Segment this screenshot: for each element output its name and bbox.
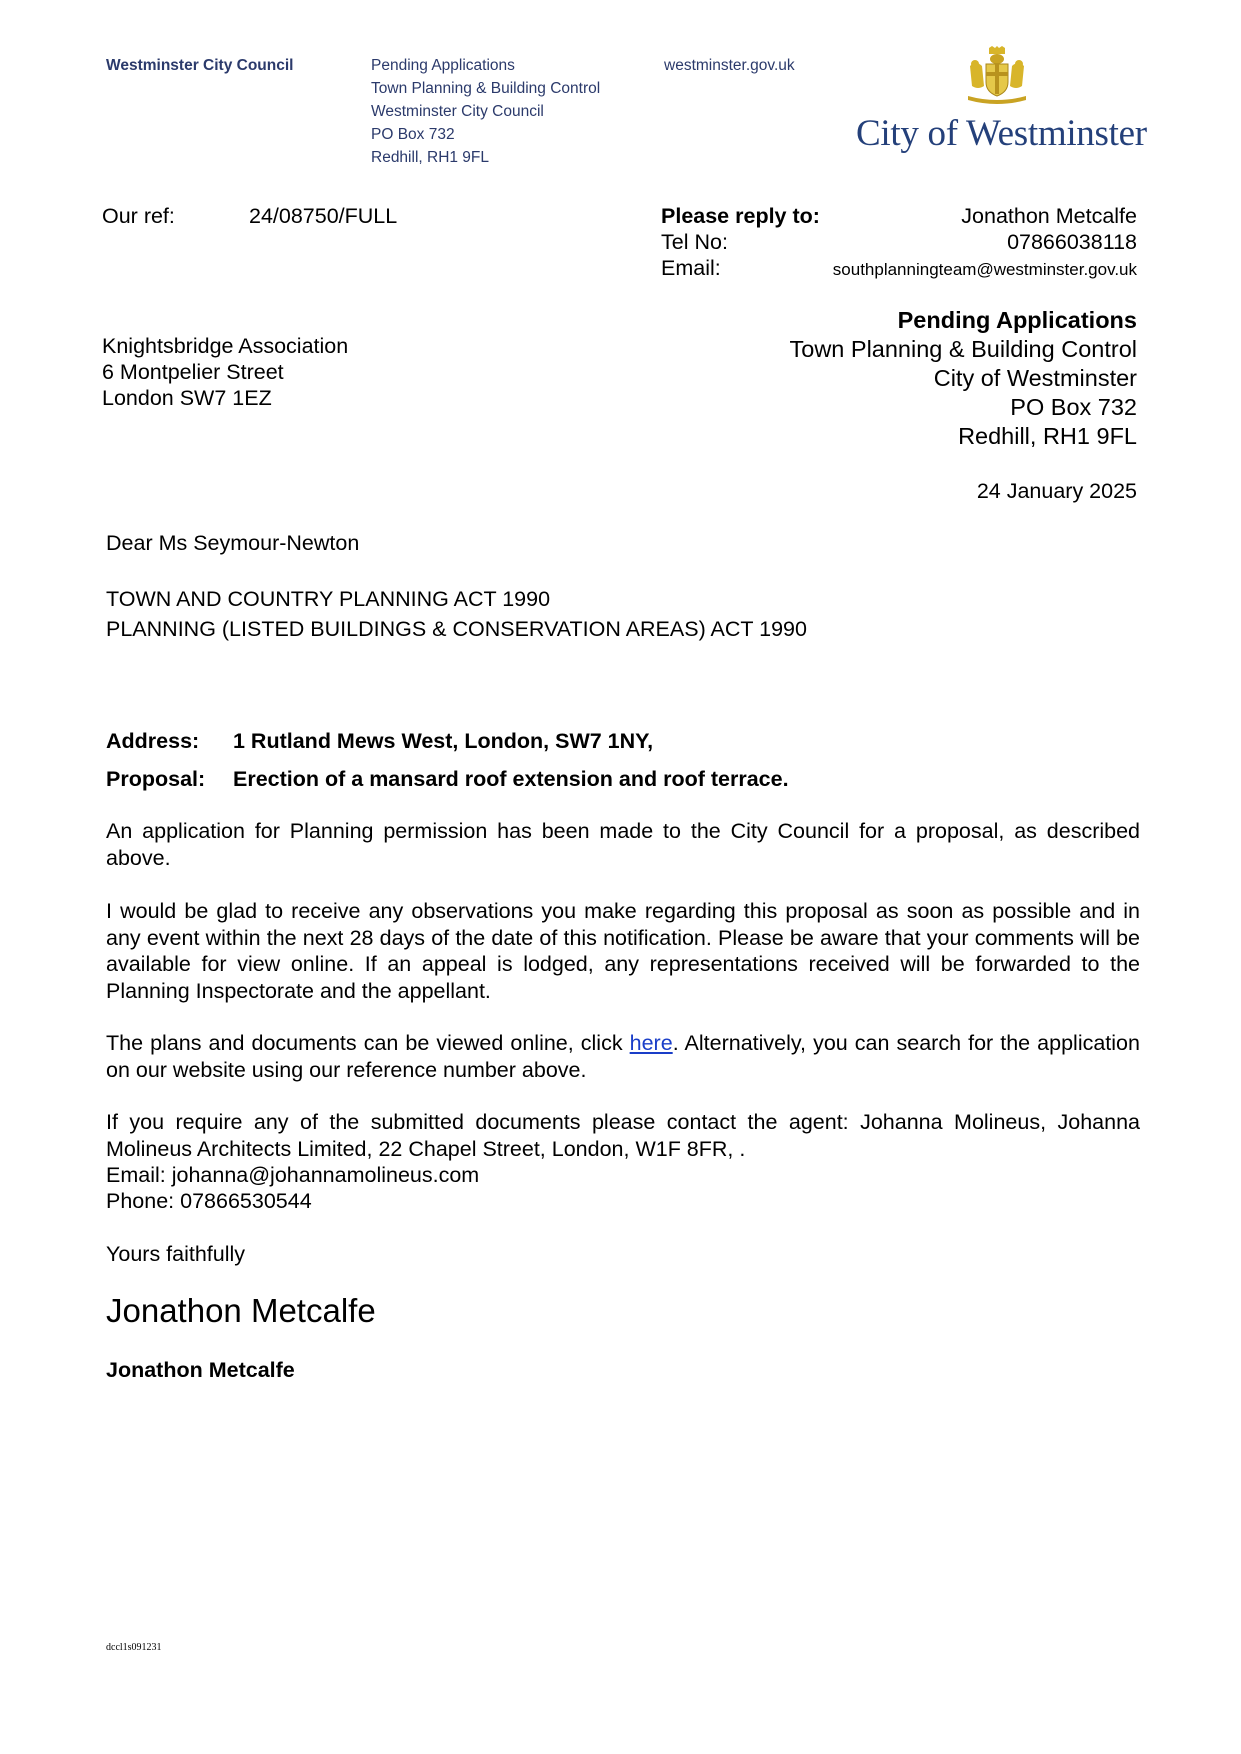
recipient-line: Knightsbridge Association [102, 334, 349, 358]
email-value: southplanningteam@westminster.gov.uk [832, 260, 1137, 279]
paragraph-agent: If you require any of the submitted documents please contact the agent: Johanna Molineus, Johanna Molineus Architects Limited, 22 Chapel Street, London, W1F 8FR, . [106, 1110, 1140, 1161]
signer-name: Jonathon Metcalfe [106, 1358, 295, 1382]
return-address-line: Westminster City Council [371, 103, 544, 120]
signature: Jonathon Metcalfe [106, 1292, 376, 1329]
closing: Yours faithfully [106, 1242, 246, 1266]
sender-line: Redhill, RH1 9FL [958, 423, 1137, 449]
sender-line: City of Westminster [933, 365, 1137, 391]
reply-name: Jonathon Metcalfe [961, 204, 1137, 228]
return-address-line: Redhill, RH1 9FL [371, 149, 490, 166]
sender-title: Pending Applications [897, 307, 1137, 333]
paragraph-observations: I would be glad to receive any observations you make regarding this proposal as soon as possible and in any event within the next 28 days of the date of this notification. Please be aware that your comments will be available for view online. If an appeal is lodged, any representations received will be forwarded to the Planning Inspectorate and the appellant. [106, 899, 1140, 1003]
return-address-line: PO Box 732 [371, 126, 455, 143]
return-address-line: Town Planning & Building Control [371, 80, 601, 97]
tel-value: 07866038118 [1007, 230, 1137, 254]
footer-code: dccl1s091231 [106, 1642, 162, 1653]
sender-line: Town Planning & Building Control [789, 336, 1137, 362]
our-ref-label: Our ref: [102, 204, 175, 228]
website: westminster.gov.uk [664, 57, 795, 74]
paragraph-plans [106, 1030, 1140, 1083]
agent-phone: Phone: 07866530544 [106, 1189, 312, 1213]
coat-of-arms-icon [962, 46, 1032, 104]
recipient-address [102, 333, 348, 411]
plans-text-before: The plans and documents can be viewed online, click [106, 1031, 630, 1055]
letter-date: 24 January 2025 [976, 479, 1137, 503]
email-label: Email: [661, 256, 721, 280]
paragraph-application: An application for Planning permission has been made to the City Council for a proposal, as described above. [106, 819, 1140, 870]
return-address-line: Pending Applications [371, 57, 515, 74]
plans-text-after: . Alternatively, you can search for the application on our website using our reference number above. [106, 1031, 1140, 1082]
here-link[interactable]: here [629, 1031, 673, 1055]
sender-line: PO Box 732 [1010, 394, 1137, 420]
tel-label: Tel No: [661, 230, 728, 254]
act-line: TOWN AND COUNTRY PLANNING ACT 1990 [106, 587, 551, 611]
our-ref-value: 24/08750/FULL [249, 204, 398, 228]
address-label: Address: [106, 729, 200, 753]
act-line: PLANNING (LISTED BUILDINGS & CONSERVATION AREAS) ACT 1990 [106, 617, 807, 641]
recipient-line: 6 Montpelier Street [102, 360, 284, 384]
reply-label: Please reply to: [661, 204, 820, 228]
sender-address [790, 306, 1138, 451]
salutation: Dear Ms Seymour-Newton [106, 531, 360, 555]
proposal-value: Erection of a mansard roof extension and roof terrace. [233, 767, 789, 791]
address-value: 1 Rutland Mews West, London, SW7 1NY, [233, 729, 654, 753]
recipient-line: London SW7 1EZ [102, 386, 272, 410]
proposal-label: Proposal: [106, 767, 206, 791]
agent-email: Email: johanna@johannamolineus.com [106, 1163, 480, 1187]
return-address [371, 54, 600, 169]
council-name: Westminster City Council [106, 57, 294, 74]
logo-text: City of Westminster [856, 113, 1147, 154]
